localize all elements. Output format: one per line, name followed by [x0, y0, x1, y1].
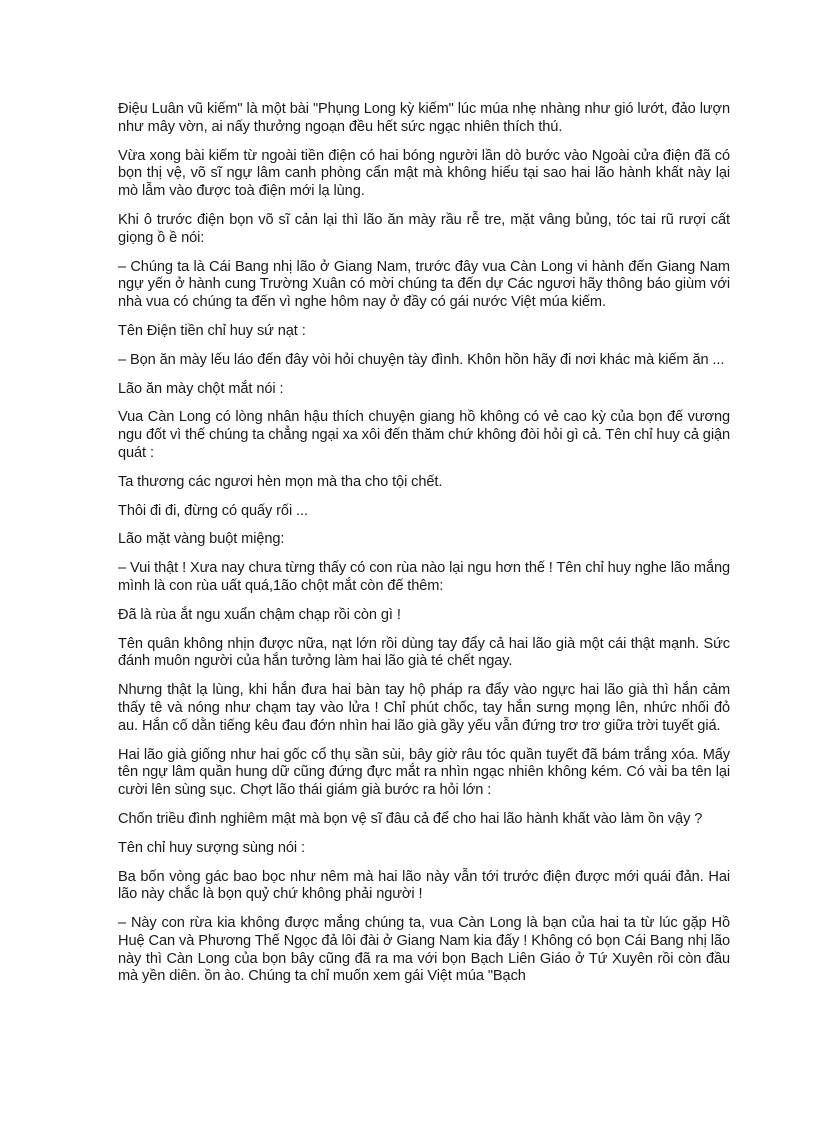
paragraph: – Này con rừa kia không được mắng chúng ta, vua Càn Long là bạn của hai ta từ lúc gặp Hồ Huệ Can và Phương Thế Ngọc đả lôi đài ở Giang Nam kia đấy ! Không có bọn Cái Bang nhị lão này thì Càn Long của bọn bây cũng đã ra ma với bọn Bạch Liên Giáo ở Tứ Xuyên rồi còn đầu mà yền diên. ồn ào. Chúng ta chỉ muốn xem gái Việt múa "Bạch: [118, 915, 730, 985]
paragraph: Chốn triều đình nghiêm mật mà bọn vệ sĩ đâu cả để cho hai lão hành khất vào làm ồn vậy ?: [118, 810, 703, 827]
paragraph: Tên chỉ huy sượng sùng nói :: [118, 839, 305, 856]
paragraph: Lão mặt vàng buột miệng:: [118, 531, 285, 548]
paragraph: – Bọn ăn mày lếu láo đến đây vòi hỏi chuyện tày đình. Khôn hồn hãy đi nơi khác mà kiếm ăn ...: [118, 351, 725, 368]
paragraph: Ba bốn vòng gác bao bọc như nêm mà hai lão này vẫn tới trước điện được mới quái đản. Hai lão này chắc là bọn quỷ chứ không phải người !: [118, 868, 730, 903]
paragraph: Vừa xong bài kiếm từ ngoài tiền điện có hai bóng người lần dò bước vào Ngoài cửa điện đã có bọn thị vệ, võ sĩ ngự lâm canh phòng cẩn mật mà không hiểu tại sao hai lão hành khất này lại mò lẫm vào được toà điện mới lạ lùng.: [118, 147, 730, 200]
paragraph: Thôi đi đi, đừng có quấy rối ...: [118, 502, 308, 519]
paragraph: Đã là rùa ắt ngu xuẩn chậm chạp rồi còn gì !: [118, 606, 401, 623]
body-text: [118, 101, 730, 986]
paragraph: Tên Điện tiền chỉ huy sứ nạt :: [118, 322, 306, 339]
paragraph: Ta thương các ngươi hèn mọn mà tha cho tội chết.: [118, 473, 443, 490]
paragraph: Nhưng thật lạ lùng, khi hắn đưa hai bàn tay hộ pháp ra đẩy vào ngực hai lão già thì hắn cảm thấy tê và nóng như chạm tay vào lửa ! Chỉ phút chốc, tay hắn sưng mọng lên, nhức nhối đỏ au. Hắn cố dằn tiếng kêu đau đớn nhìn hai lão già gầy yếu vẫn đứng trơ trơ giữa trời tuyết giá.: [118, 682, 730, 734]
paragraph: – Vui thật ! Xưa nay chưa từng thấy có con rùa nào lại ngu hơn thế ! Tên chỉ huy nghe lão mắng mình là con rùa uất quá,1ão chột mắt còn đế thêm:: [118, 560, 731, 594]
paragraph: Lão ăn mày chột mắt nói :: [118, 380, 284, 397]
paragraph: – Chúng ta là Cái Bang nhị lão ở Giang Nam, trước đây vua Càn Long vi hành đến Giang Nam ngự yến ở hành cung Trường Xuân có mời chúng ta đến dự Các ngươi hãy thông báo giùm với nhà vua có chúng ta đến vì nghe hôm nay ở đầy có gái nước Việt múa kiếm.: [118, 258, 730, 311]
paragraph: Vua Càn Long có lòng nhân hậu thích chuyện giang hồ không có vẻ cao kỳ của bọn đế vương ngu đốt vì thế chúng ta chẳng ngại xa xôi đến thăm chứ không đòi hỏi gì cả. Tên chỉ huy cả giận quát :: [118, 409, 730, 461]
paragraph: Điệu Luân vũ kiếm" là một bài "Phụng Long kỳ kiếm" lúc múa nhẹ nhàng như gió lướt, đảo lượn như mây vờn, ai nấy thưởng ngoạn đều hết sức ngạc nhiên thích thú.: [118, 101, 730, 135]
paragraph: Khi ô trước điện bọn võ sĩ cản lại thì lão ăn mày rầu rễ tre, mặt vâng bủng, tóc tai rũ rượi cất giọng ồ ề nói:: [118, 211, 730, 246]
paragraph: Hai lão già giống như hai gốc cổ thụ sần sùi, bây giờ râu tóc quần tuyết đã bám trắng xóa. Mấy tên ngự lâm quần hung dữ cũng đứng đực mắt ra nhìn ngạc nhiên không kém. Có vài ba tên lại cười lên sùng sục. Chợt lão thái giám già bước ra hỏi lớn :: [118, 746, 730, 799]
paragraph: Tên quân không nhịn được nữa, nạt lớn rồi dùng tay đẩy cả hai lão già một cái thật mạnh. Sức đánh muôn người của hắn tưởng làm hai lão già té chết ngay.: [118, 635, 730, 670]
